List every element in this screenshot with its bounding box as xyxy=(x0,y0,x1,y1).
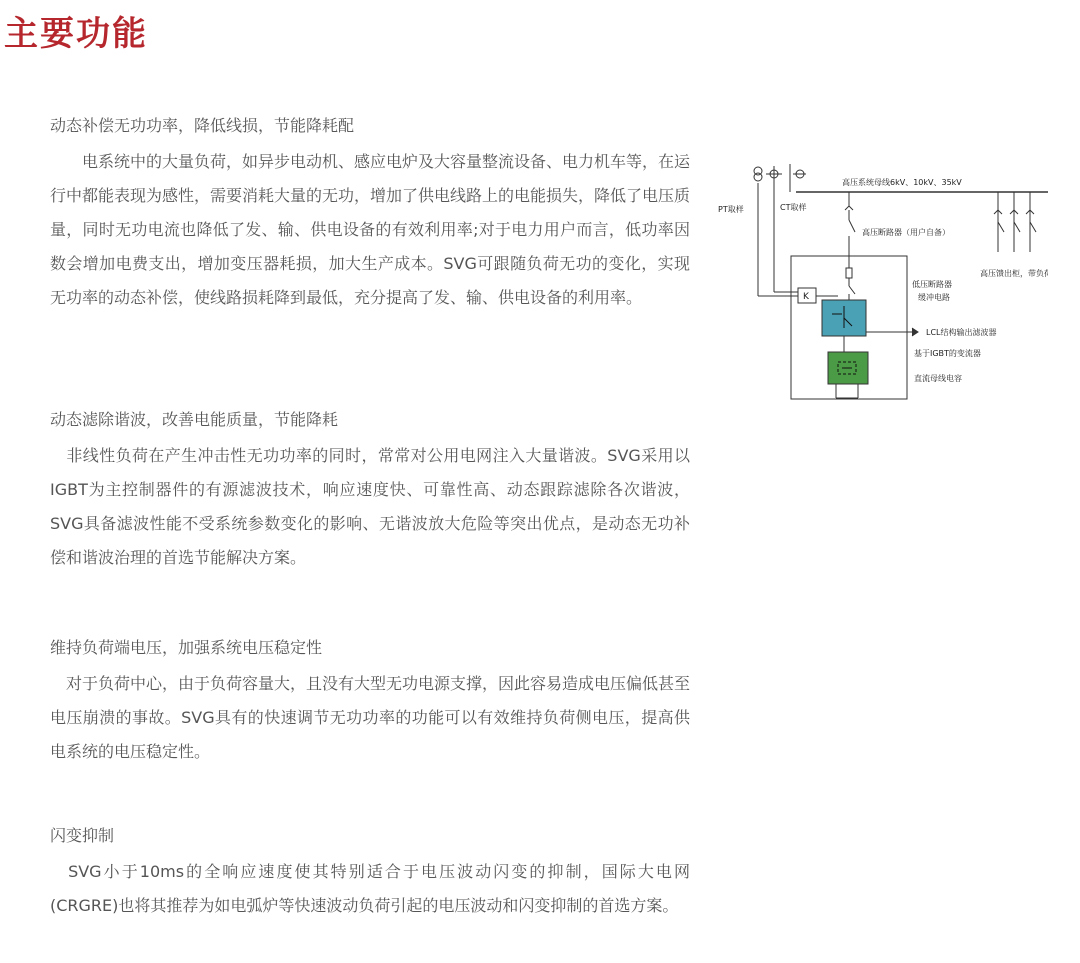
section-heading: 维持负荷端电压，加强系统电压稳定性 xyxy=(50,638,323,657)
section-voltage-stability xyxy=(50,634,690,769)
section-heading: 动态补偿无功功率，降低线损，节能降耗配 xyxy=(50,116,355,135)
dc-capacitor-label: 直流母线电容 xyxy=(914,374,962,383)
outgoing-feeder-label: 高压馈出柜，带负荷 xyxy=(980,269,1048,278)
section-body: 对于负荷中心，由于负荷容量大，且没有大型无功电源支撑，因此容易造成电压偏低甚至电压崩溃的事故。SVG具有的快速调节无功功率的功能可以有效维持负荷侧电压，提高供电系统的电压稳定性。 xyxy=(50,674,691,761)
pt-label: PT取样 xyxy=(718,205,744,214)
section-heading: 动态滤除谐波，改善电能质量，节能降耗 xyxy=(50,410,339,429)
buffer-label: 缓冲电路 xyxy=(918,293,950,302)
section-harmonic-filtering xyxy=(50,406,690,575)
igbt-label: 基于IGBT的变流器 xyxy=(914,349,981,358)
lv-breaker-label: 低压断路器 xyxy=(912,280,952,289)
hv-breaker-label: 高压断路器（用户自备） xyxy=(862,228,950,237)
k-label: K xyxy=(803,292,809,302)
section-body: SVG小于10ms的全响应速度使其特别适合于电压波动闪变的抑制，国际大电网(CRGRE)也将其推荐为如电弧炉等快速波动负荷引起的电压波动和闪变抑制的首选方案。 xyxy=(50,862,690,915)
section-heading: 闪变抑制 xyxy=(50,826,115,845)
page-title: 主要功能 xyxy=(4,14,148,54)
section-reactive-compensation xyxy=(50,112,690,315)
bus-label: 高压系统母线6kV、10kV、35kV xyxy=(842,178,962,187)
section-body: 非线性负荷在产生冲击性无功功率的同时，常常对公用电网注入大量谐波。SVG采用以IGBT为主控制器件的有源滤波技术，响应速度快、可靠性高、动态跟踪滤除各次谐波，SVG具备滤波性能不受系统参数变化的影响、无谐波放大危险等突出优点，是动态无功补偿和谐波治理的首选节能解决方案。 xyxy=(50,446,690,567)
section-body: 电系统中的大量负荷，如异步电动机、感应电炉及大容量整流设备、电力机车等，在运行中都能表现为感性，需要消耗大量的无功，增加了供电线路上的电能损失，降低了电压质量，同时无功电流也降低了发、输、供电设备的有效利用率;对于电力用户而言，低功率因数会增加电费支出，增加变压器耗损，加大生产成本。SVG可跟随负荷无功的变化，实现无功率的动态补偿，使线路损耗降到最低，充分提高了发、输、供电设备的利用率。 xyxy=(50,152,691,307)
section-flicker-suppression xyxy=(50,822,690,923)
ct-label: CT取样 xyxy=(780,203,807,212)
lcl-label: LCL结构输出滤波器 xyxy=(926,328,997,337)
svg-wiring-diagram xyxy=(718,152,1048,402)
hv-breaker-icon xyxy=(849,220,855,232)
